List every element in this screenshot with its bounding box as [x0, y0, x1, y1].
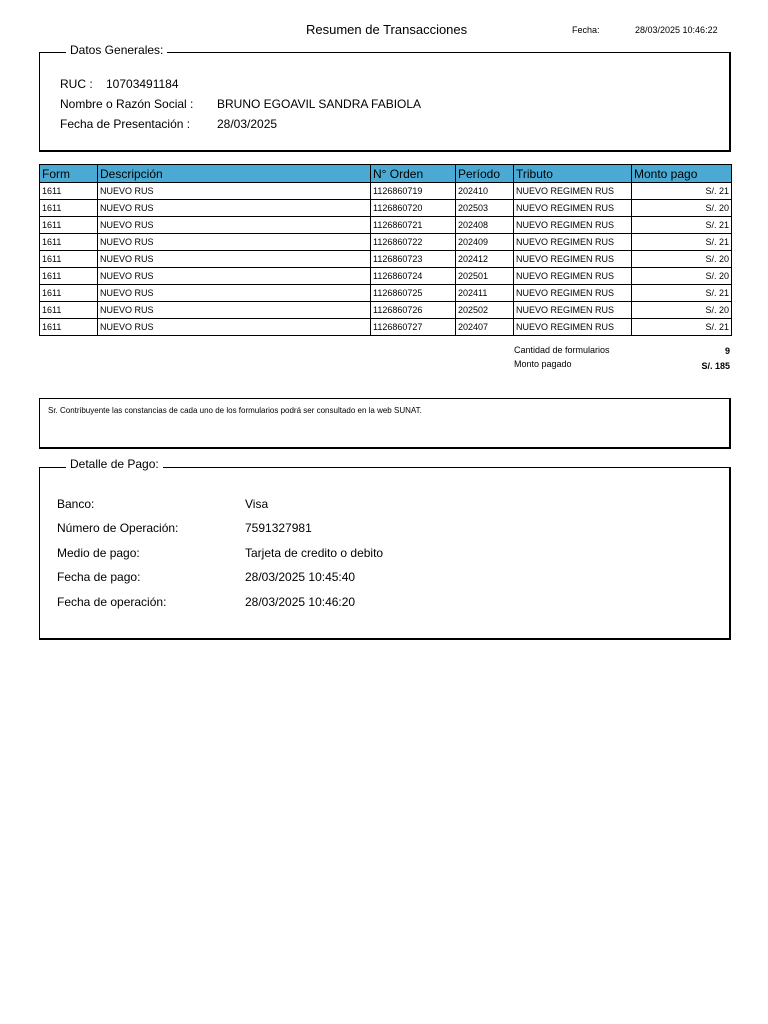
table-row	[40, 285, 732, 302]
page-title: Resumen de Transacciones	[306, 22, 468, 37]
cell-description: NUEVO RUS	[98, 217, 371, 234]
cell-tax: NUEVO REGIMEN RUS	[514, 285, 632, 302]
cell-tax: NUEVO REGIMEN RUS	[514, 268, 632, 285]
col-header-form: Form	[40, 165, 98, 183]
cell-form: 1611	[40, 251, 98, 268]
ruc-value: 10703491184	[106, 77, 179, 91]
table-row	[40, 268, 732, 285]
table-row	[40, 251, 732, 268]
payment-method-label: Medio de pago:	[57, 546, 140, 560]
cell-tax: NUEVO REGIMEN RUS	[514, 200, 632, 217]
cell-order-number: 1126860725	[371, 285, 456, 302]
cell-period: 202503	[456, 200, 514, 217]
bank-label: Banco:	[57, 497, 95, 511]
cell-description: NUEVO RUS	[98, 285, 371, 302]
cell-period: 202501	[456, 268, 514, 285]
form-count-label: Cantidad de formularios	[514, 345, 610, 355]
presentation-date-label: Fecha de Presentación :	[60, 117, 191, 131]
payment-detail-box	[39, 467, 731, 640]
cell-period: 202411	[456, 285, 514, 302]
date-label: Fecha:	[572, 25, 600, 35]
cell-amount: S/. 21	[632, 285, 732, 302]
cell-tax: NUEVO REGIMEN RUS	[514, 319, 632, 336]
payment-method-value: Tarjeta de credito o debito	[245, 546, 384, 560]
cell-form: 1611	[40, 200, 98, 217]
cell-description: NUEVO RUS	[98, 183, 371, 200]
operation-number-label: Número de Operación:	[57, 521, 179, 535]
amount-paid-value: S/. 185	[701, 361, 730, 371]
cell-order-number: 1126860722	[371, 234, 456, 251]
cell-order-number: 1126860723	[371, 251, 456, 268]
presentation-date-value: 28/03/2025	[217, 117, 278, 131]
cell-form: 1611	[40, 319, 98, 336]
cell-amount: S/. 20	[632, 302, 732, 319]
cell-form: 1611	[40, 302, 98, 319]
ruc-label: RUC :	[60, 77, 93, 91]
cell-period: 202410	[456, 183, 514, 200]
cell-period: 202407	[456, 319, 514, 336]
cell-tax: NUEVO REGIMEN RUS	[514, 234, 632, 251]
cell-description: NUEVO RUS	[98, 251, 371, 268]
amount-paid-label: Monto pagado	[514, 359, 572, 369]
payment-date-value: 28/03/2025 10:45:40	[245, 570, 356, 584]
operation-date-value: 28/03/2025 10:46:20	[245, 595, 356, 609]
table-row	[40, 200, 732, 217]
notice-text: Sr. Contribuyente las constancias de cada uno de los formularios podrá ser consultado en la web SUNAT.	[48, 406, 422, 415]
cell-period: 202502	[456, 302, 514, 319]
cell-order-number: 1126860719	[371, 183, 456, 200]
cell-tax: NUEVO REGIMEN RUS	[514, 302, 632, 319]
cell-order-number: 1126860726	[371, 302, 456, 319]
table-row	[40, 302, 732, 319]
cell-tax: NUEVO REGIMEN RUS	[514, 183, 632, 200]
cell-order-number: 1126860724	[371, 268, 456, 285]
date-value: 28/03/2025 10:46:22	[635, 25, 718, 35]
cell-amount: S/. 21	[632, 217, 732, 234]
payment-date-label: Fecha de pago:	[57, 570, 141, 584]
business-name-label: Nombre o Razón Social :	[60, 97, 194, 111]
cell-description: NUEVO RUS	[98, 234, 371, 251]
cell-amount: S/. 20	[632, 251, 732, 268]
operation-date-label: Fecha de operación:	[57, 595, 167, 609]
cell-description: NUEVO RUS	[98, 268, 371, 285]
cell-order-number: 1126860720	[371, 200, 456, 217]
cell-amount: S/. 21	[632, 319, 732, 336]
cell-period: 202412	[456, 251, 514, 268]
form-count-value: 9	[724, 346, 730, 356]
cell-description: NUEVO RUS	[98, 200, 371, 217]
cell-form: 1611	[40, 285, 98, 302]
table-row	[40, 217, 732, 234]
cell-description: NUEVO RUS	[98, 302, 371, 319]
cell-period: 202408	[456, 217, 514, 234]
col-header-period: Período	[456, 165, 514, 183]
cell-amount: S/. 21	[632, 183, 732, 200]
cell-form: 1611	[40, 234, 98, 251]
col-header-amount: Monto pago	[632, 165, 732, 183]
cell-form: 1611	[40, 268, 98, 285]
transactions-table	[39, 164, 732, 336]
operation-number-value: 7591327981	[245, 521, 312, 535]
table-row	[40, 319, 732, 336]
table-header-row	[40, 165, 732, 183]
cell-period: 202409	[456, 234, 514, 251]
bank-value: Visa	[245, 497, 269, 511]
cell-amount: S/. 20	[632, 200, 732, 217]
cell-order-number: 1126860721	[371, 217, 456, 234]
cell-order-number: 1126860727	[371, 319, 456, 336]
col-header-description: Descripción	[98, 165, 371, 183]
col-header-order-number: N° Orden	[371, 165, 456, 183]
cell-tax: NUEVO REGIMEN RUS	[514, 251, 632, 268]
cell-amount: S/. 20	[632, 268, 732, 285]
col-header-tax: Tributo	[514, 165, 632, 183]
cell-tax: NUEVO REGIMEN RUS	[514, 217, 632, 234]
business-name-value: BRUNO EGOAVIL SANDRA FABIOLA	[217, 97, 422, 111]
cell-description: NUEVO RUS	[98, 319, 371, 336]
cell-form: 1611	[40, 183, 98, 200]
table-row	[40, 183, 732, 200]
cell-amount: S/. 21	[632, 234, 732, 251]
table-row	[40, 234, 732, 251]
general-data-legend: Datos Generales:	[66, 43, 167, 57]
cell-form: 1611	[40, 217, 98, 234]
payment-detail-legend: Detalle de Pago:	[66, 457, 163, 471]
